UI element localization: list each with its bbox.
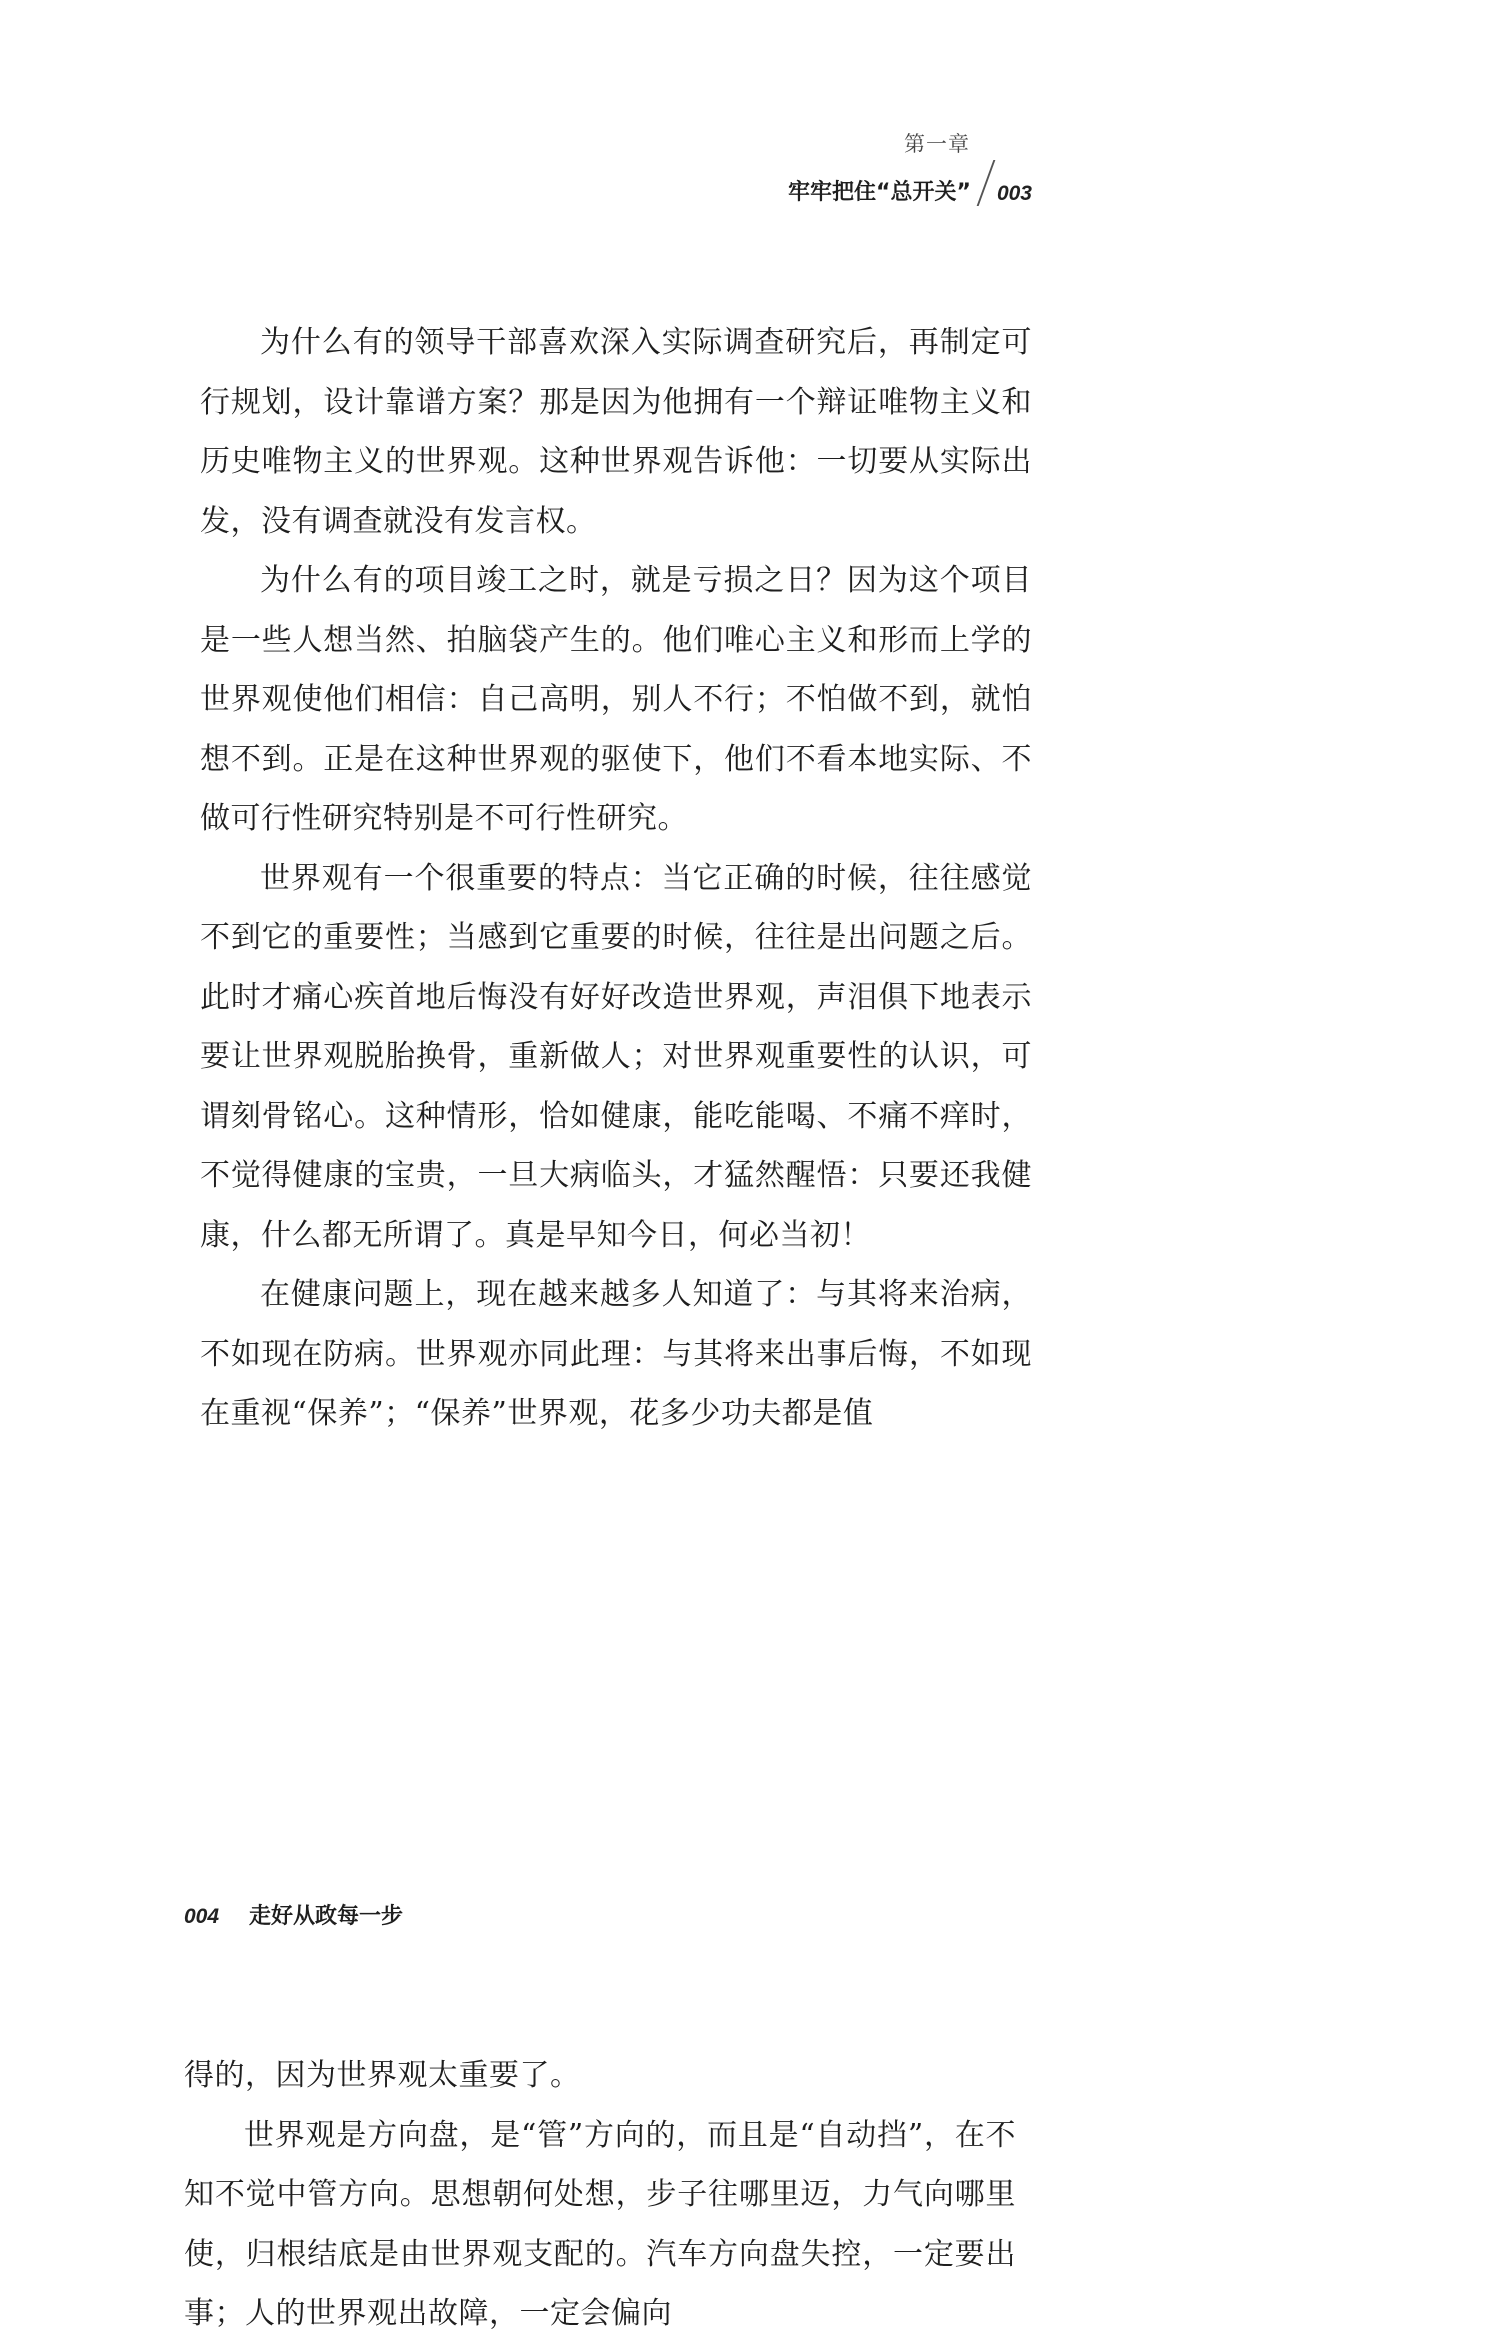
paragraph: 世界观是方向盘，是“管”方向的，而且是“自动挡”，在不知不觉中管方向。思想朝何处想，步子往哪里迈，力气向哪里使，归根结底是由世界观支配的。汽车方向盘失控，一定要出事；人的世界观出故障，一定会偏向 <box>184 2117 1016 2331</box>
page-header <box>184 1899 403 1930</box>
paragraph: 在健康问题上，现在越来越多人知道了：与其将来治病，不如现在防病。世界观亦同此理：与其将来出事后悔，不如现在重视“保养”；“保养”世界观，花多少功夫都是值 <box>200 1277 1032 1431</box>
page-header <box>788 128 1032 206</box>
page-number: 004 <box>184 1905 220 1928</box>
body-text <box>184 2046 1016 2344</box>
paragraph: 世界观有一个很重要的特点：当它正确的时候，往往感觉不到它的重要性；当感到它重要的时候，往往是出问题之后。此时才痛心疾首地后悔没有好好改造世界观，声泪俱下地表示要让世界观脱胎换骨，重新做人；对世界观重要性的认识，可谓刻骨铭心。这种情形，恰如健康，能吃能喝、不痛不痒时，不觉得健康的宝贵，一旦大病临头，才猛然醒悟：只要还我健康，什么都无所谓了。真是早知今日，何必当初！ <box>200 860 1032 1253</box>
page-004 <box>0 1855 1500 2331</box>
paragraph: 为什么有的领导干部喜欢深入实际调查研究后，再制定可行规划，设计靠谱方案？那是因为他拥有一个辩证唯物主义和历史唯物主义的世界观。这种世界观告诉他：一切要从实际出发，没有调查就没有发言权。 <box>200 325 1032 539</box>
chapter-label: 第一章 <box>904 132 970 156</box>
paragraph: 为什么有的项目竣工之时，就是亏损之日？因为这个项目是一些人想当然、拍脑袋产生的。他们唯心主义和形而上学的世界观使他们相信：自己高明，别人不行；不怕做不到，就怕想不到。正是在这种世界观的驱使下，他们不看本地实际、不做可行性研究特别是不可行性研究。 <box>200 563 1032 836</box>
body-text <box>200 313 1032 1444</box>
page-number: 003 <box>996 182 1032 205</box>
header-divider <box>977 160 996 206</box>
chapter-title: 牢牢把住“总开关” <box>788 180 971 205</box>
book-title: 走好从政每一步 <box>249 1904 404 1929</box>
paragraph: 得的，因为世界观太重要了。 <box>184 2058 581 2093</box>
chapter-header-line <box>788 160 1032 206</box>
